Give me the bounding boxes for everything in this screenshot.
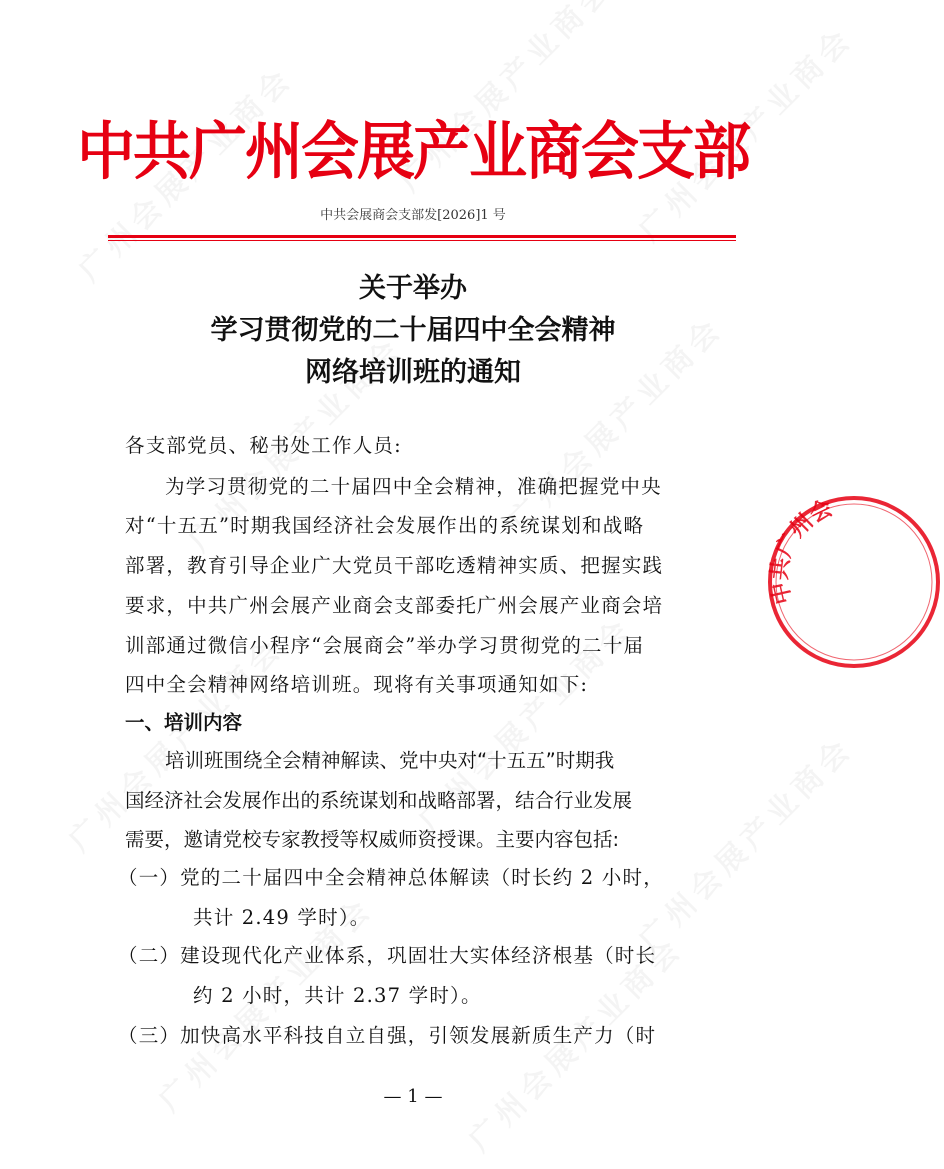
intro-line: 为学习贯彻党的二十届四中全会精神，准确把握党中央: [165, 475, 662, 498]
list-item-line: 共计 2.49 学时）。: [193, 906, 371, 929]
masthead-org-name: 中共广州会展产业商会支部: [76, 114, 749, 189]
document-number: 中共会展商会支部发[2026]1 号: [320, 208, 506, 223]
section-line: 需要，邀请党校专家教授等权威师资授课。主要内容包括:: [125, 828, 620, 851]
list-item-line: （二）建设现代化产业体系，巩固壮大实体经济根基（时长: [118, 944, 657, 967]
red-divider-thin: [108, 240, 736, 241]
seal-text: 中共广州会: [767, 495, 837, 607]
list-item-line: （三）加快高水平科技自立自强，引领发展新质生产力（时: [118, 1024, 657, 1047]
intro-line: 对“十五五”时期我国经济社会发展作出的系统谋划和战略: [125, 514, 645, 537]
intro-line: 四中全会精神网络培训班。现将有关事项通知如下:: [125, 673, 589, 696]
salutation: 各支部党员、秘书处工作人员:: [125, 434, 402, 457]
section-line: 培训班围绕全会精神解读、党中央对“十五五”时期我: [165, 749, 615, 772]
page-number: — 1 —: [383, 1086, 443, 1107]
list-item-line: （一）党的二十届四中全会精神总体解读（时长约 2 小时，: [118, 866, 664, 889]
red-divider-thick: [108, 235, 736, 238]
intro-line: 要求，中共广州会展产业商会支部委托广州会展产业商会培: [125, 594, 664, 617]
title-line-1: 关于举办: [359, 273, 467, 304]
official-seal-icon: [764, 492, 944, 672]
list-item-line: 约 2 小时，共计 2.37 学时）。: [193, 984, 482, 1007]
intro-line: 部署，教育引导企业广大党员干部吃透精神实质、把握实践: [125, 554, 664, 577]
section-heading: 一、培训内容: [125, 711, 243, 734]
title-line-2: 学习贯彻党的二十届四中全会精神: [210, 315, 616, 346]
intro-line: 训部通过微信小程序“会展商会”举办学习贯彻党的二十届: [125, 634, 645, 657]
section-line: 国经济社会发展作出的系统谋划和战略部署，结合行业发展: [125, 789, 633, 812]
title-line-3: 网络培训班的通知: [305, 357, 521, 388]
svg-text:中共广州会: [767, 495, 837, 607]
